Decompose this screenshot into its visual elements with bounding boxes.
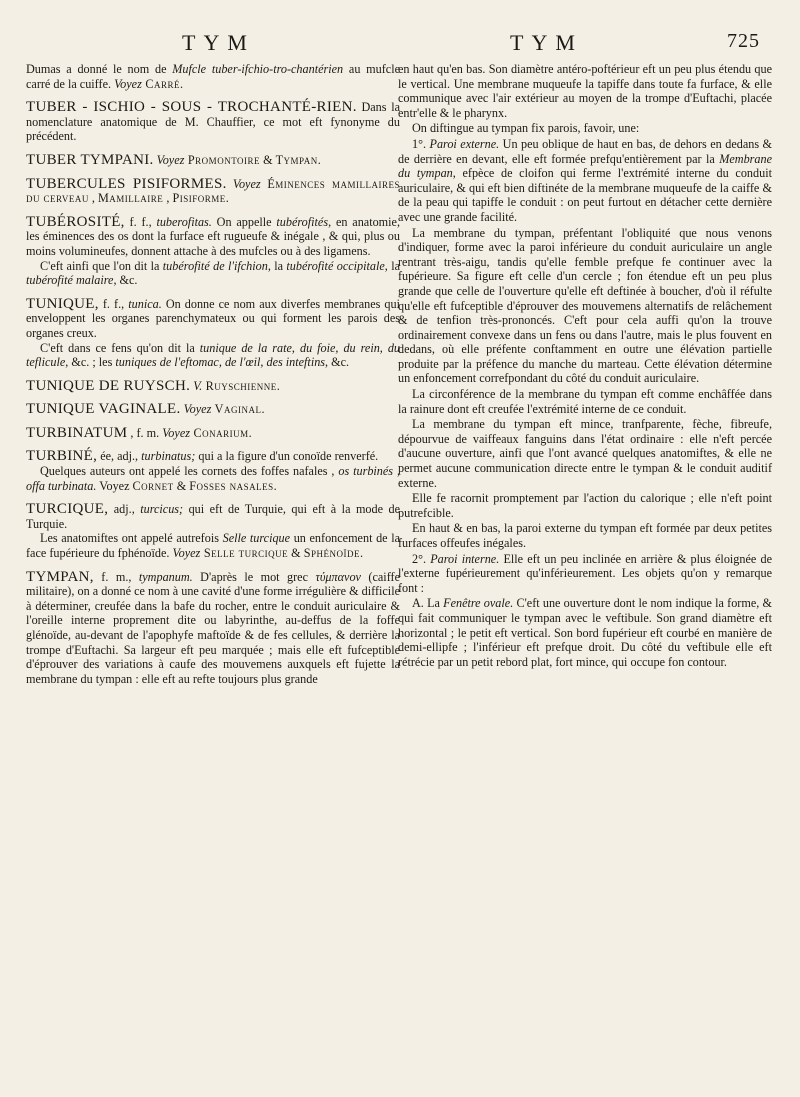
italic-term: tubérofité occipitale <box>286 258 385 273</box>
entry-headword: TUNIQUE VAGINALE. <box>26 401 181 418</box>
cross-reference: Carré. <box>141 76 184 91</box>
italic-term: Mufcle tuber-ifchio-tro-chantérien <box>172 62 344 76</box>
dictionary-entry <box>26 215 400 288</box>
italic-term: Voyez <box>156 152 185 167</box>
entry-text: Dumas a donné le nom de <box>26 62 173 76</box>
entry-text: , la <box>267 258 287 273</box>
entry-headword: TUNIQUE, <box>26 295 99 312</box>
entry-text: Dans la nomenclature anatomique de M. Chauffier, ce mot eft fynonyme du précédent. <box>26 100 400 144</box>
entry-text: 2°. <box>412 551 431 566</box>
entry-text: , <box>88 191 98 206</box>
body-paragraph <box>398 137 772 225</box>
entry-text: qui eft de Turquie, qui eft à la mode de Turquie. <box>26 502 401 531</box>
entry-headword: TUNIQUE DE RUYSCH. <box>26 377 191 394</box>
entry-text: , en anatomie, les éminences des os dont la furface eft rugueufe & inégale , & qui, plus ou moins volumineufes, donnent attache à des mufcles ou à des ligamens. <box>26 214 400 258</box>
italic-term: Voyez <box>172 546 201 561</box>
italic-term: tunique de la rate <box>199 340 292 355</box>
entry-paragraph <box>26 449 400 464</box>
italic-term: du foie, du rein, du teflicule <box>26 340 401 370</box>
entry-text: , &c. <box>113 273 138 288</box>
entry-paragraph <box>26 215 400 259</box>
italic-term: τύμπανον <box>315 569 361 584</box>
italic-term: Voyez <box>232 176 261 191</box>
body-paragraph <box>398 226 772 387</box>
dictionary-entry <box>26 62 400 91</box>
italic-term: tuniques de l'eftomac, de l'œil, des inteftins <box>115 355 326 370</box>
italic-term: tuberofitas. <box>156 214 212 229</box>
cross-reference: Vaginal. <box>211 402 265 417</box>
entry-headword: TUBÉROSITÉ, <box>26 213 125 230</box>
body-paragraph <box>398 62 772 120</box>
italic-term: tympanum. <box>138 569 193 584</box>
entry-paragraph <box>26 62 400 91</box>
dictionary-entry <box>26 402 400 417</box>
italic-term: Voyez <box>183 402 212 417</box>
italic-term: Voyez <box>162 425 190 440</box>
entry-text: Elle fe racornit promptement par l'action du calorique ; elle n'eft point putrefcible. <box>398 491 772 520</box>
italic-term: Paroi externe. <box>429 136 500 151</box>
body-paragraph <box>398 387 772 416</box>
dictionary-entry <box>26 502 400 560</box>
entry-text: On donne ce nom aux diverfes membranes qui enveloppent les organes parenchymateux ou qui forment les parois des organes creux. <box>26 296 400 340</box>
cross-reference: Mamillaire <box>97 191 164 206</box>
entry-text: On appelle <box>211 214 277 229</box>
entry-text: Elle eft un peu inclinée en arrière & plus éloignée de l'externe fupérieurement qu'inférieurement. Les objets qu'on y remarque font : <box>398 551 772 595</box>
entry-paragraph <box>26 379 400 394</box>
entry-text: C'eft ainfi que l'on dit la <box>40 258 163 273</box>
entry-text: , &c. <box>325 355 350 370</box>
cross-reference: Selle turcique <box>200 546 289 561</box>
entry-text: f. f., <box>98 296 129 311</box>
entry-text: , efpèce de cloifon qui ferme l'extrémité interne du conduit auriculaire, & qui eft bien diftinéte de la membrane muqueufe de la caiffe & de la peau qui tapiffe le conduit : on peut furtout en détacher cette dernière avec une grande facilité. <box>398 166 772 224</box>
entry-paragraph <box>26 100 400 144</box>
entry-text: f. m., <box>93 569 139 584</box>
italic-term: tubérofité de l'ifchion <box>162 258 268 273</box>
entry-text: qui a la figure d'un conoïde renverfé. <box>195 449 379 464</box>
body-paragraph <box>398 417 772 490</box>
cross-reference: Éminences mamillaires du cerveau <box>26 176 400 206</box>
entry-text: Un peu oblique de haut en bas, de dehors en dedans & de derrière en devant, elle eft formée prefqu'entièrement par la <box>398 136 773 166</box>
italic-term: V. <box>193 378 203 393</box>
entry-text: , <box>291 340 300 355</box>
entry-text: D'après le mot grec <box>192 569 316 584</box>
italic-term: tunica. <box>128 296 162 311</box>
body-paragraph <box>398 552 772 596</box>
entry-text: (caiffe militaire), on a donné ce nom à une cavité d'une forme irrégulière & difficile à déterminer, creufée dans la bafe du rocher, entre le conduit auriculaire & l'oreille interne proprement dite ou labyrinthe, au-deffus de la foffe glénoïde, au-devant de l'apophyfe maftoïde & de fes cellules, & derrière la trompe d'Euftachi. Sa largeur eft peu marquée ; mais elle eft fufceptible d'éprouver des variations à caufe des mouvemens auxquels eft fujette la membrane du tympan : elle eft au refte toujours plus grande <box>26 569 400 686</box>
entry-text: Quelques auteurs ont appelé les cornets des foffes nafales , <box>40 464 339 479</box>
entry-text: Voyez <box>96 478 133 493</box>
entry-paragraph <box>26 531 400 560</box>
cross-reference: Cornet <box>132 478 174 493</box>
entry-text: ée, adj., <box>97 449 142 464</box>
italic-term: turcicus; <box>140 502 184 517</box>
entry-headword: TURCIQUE, <box>26 501 109 518</box>
italic-term: turbinatus; <box>141 449 196 464</box>
dictionary-entry <box>26 297 400 370</box>
entry-paragraph <box>26 570 400 687</box>
entry-headword: TUBER - ISCHIO - SOUS - TROCHANTÉ-RIEN. <box>26 99 357 116</box>
entry-paragraph <box>26 426 400 441</box>
cross-reference: Pisiforme. <box>172 191 230 206</box>
right-column <box>398 62 772 670</box>
italic-term: Membrane du tympan <box>398 151 772 181</box>
entry-paragraph <box>26 153 400 168</box>
cross-reference: Conarium. <box>189 425 253 440</box>
entry-headword: TURBINATUM <box>26 424 128 441</box>
entry-text: f. f., <box>124 214 157 229</box>
entry-headword: TUBER TYMPANI. <box>26 151 154 168</box>
entry-text: & <box>288 546 304 561</box>
italic-term: Voyez <box>114 76 142 91</box>
entry-headword: TUBERCULES PISIFORMES. <box>26 175 227 192</box>
entry-text: , <box>163 191 173 206</box>
body-paragraph <box>398 491 772 520</box>
dictionary-entry <box>26 449 400 493</box>
italic-term: Paroi interne. <box>430 551 500 566</box>
entry-paragraph <box>26 341 400 370</box>
entry-paragraph <box>26 177 400 206</box>
entry-text: C'eft une ouverture dont le nom indique la forme, & qui fait communiquer le tympan avec le veftibule. Son grand diamètre eft horizontal ; le petit eft vertical. Son bord fupérieur eft courbé en manière de demi-ellipfe ; l'inférieur eft prefque droit. Du côté du veftibule elle eft rétrécie par un petit rebord plat, fort mince, qui occupe fon contour. <box>398 596 772 669</box>
italic-term: tubérofités <box>276 214 329 229</box>
dictionary-entry <box>26 379 400 394</box>
entry-text: C'eft dans ce fens qu'on dit la <box>40 340 200 355</box>
italic-term: Fenêtre ovale. <box>443 596 514 611</box>
italic-term: tubérofité malaire <box>26 273 114 288</box>
dictionary-entry <box>26 570 400 687</box>
entry-text: un enfoncement de la face fupérieure du fphénoïde. <box>26 531 400 561</box>
body-paragraph <box>398 596 772 669</box>
entry-paragraph <box>26 297 400 341</box>
entry-text: On diftingue au tympan fix parois, favoir, une: <box>412 121 640 136</box>
italic-term: os turbinés <box>338 464 394 479</box>
entry-text: au mufcle carré de la cuiffe. <box>26 62 401 91</box>
italic-term: Selle turcique <box>222 531 291 546</box>
entry-paragraph <box>26 464 400 493</box>
entry-text: A. La <box>412 596 444 611</box>
dictionary-entry <box>26 177 400 206</box>
entry-paragraph <box>26 402 400 417</box>
entry-text: adj., <box>108 502 141 517</box>
running-head-left: TYM <box>182 30 255 55</box>
entry-text: Les anatomiftes ont appelé autrefois <box>40 531 223 546</box>
entry-paragraph <box>26 259 400 288</box>
entry-text: en haut qu'en bas. Son diamètre antéro-poftérieur eft un peu plus étendu que le vertical. Une membrane muqueufe la tapiffe dans toute fa furface, & elle communique avec l'air extérieur au moyen de la trompe d'Euftachi, placée entr'elle & le pharynx. <box>398 62 772 120</box>
page-number: 725 <box>727 30 760 52</box>
body-paragraph <box>398 121 772 136</box>
italic-term: offa turbinata. <box>26 478 97 493</box>
entry-text: & <box>173 478 190 493</box>
body-paragraph <box>398 521 772 550</box>
entry-text: La circonférence de la membrane du tympan eft comme enchâffée dans la rainure dont eft creufée l'extrémité interne de ce conduit. <box>398 387 772 416</box>
entry-text: En haut & en bas, la paroi externe du tympan eft formée par deux petites furfaces offeufes inégales. <box>398 521 772 550</box>
entry-text: & <box>260 152 276 167</box>
running-head-right: TYM <box>510 30 583 55</box>
entry-text: , &c. ; les <box>65 355 116 370</box>
entry-text: La membrane du tympan, préfentant l'obliquité que nous venons d'indiquer, forme avec la paroi inférieure du conduit auriculaire un angle rentrant très-aigu, tandis qu'elle femble prefque fe continuer avec la fupérieure. Sa figure eft celle d'un cercle ; fon étendue eft un peu plus grande que celle de l'ouverture qu'elle eft deftinée à boucher, d'où il réfulte qu'elle eft fufceptible d'éprouver des mouvemens alternatifs de relâchement & de tenfion très-prononcés. C'eft pour cela auffi qu'on la trouve ordinairement convexe dans un fens ou dans l'autre, mais le plus fouvent en dedans, où elle préfente conftamment en outre une élévation partielle produite par la préfence du manche du marteau. Cette élévation détermine un enfoncement correfpondant du côté du conduit auriculaire. <box>398 225 772 386</box>
entry-headword: TYMPAN, <box>26 568 94 585</box>
entry-text: La membrane du tympan eft mince, tranfparente, fèche, fibreufe, dépourvue de vaiffeaux fanguins dans l'état ordinaire : elle n'eft percée d'aucune ouverture, ainfi que l'ont avancé quelques anatomiftes, & elle ne permet aucune communication directe entre le tympan & le conduit auditif externe. <box>398 417 772 490</box>
cross-reference: Fosses nasales. <box>189 478 278 493</box>
dictionary-entry <box>26 153 400 168</box>
entry-text: 1°. <box>412 136 430 151</box>
entry-text: , f. m. <box>127 425 163 440</box>
cross-reference: Sphénoïde. <box>303 546 364 561</box>
left-column <box>26 62 400 695</box>
entry-paragraph <box>26 502 400 531</box>
dictionary-entry <box>26 100 400 144</box>
cross-reference: Tympan. <box>275 152 322 167</box>
cross-reference: Promontoire <box>184 152 261 167</box>
entry-text: , <box>393 464 400 479</box>
cross-reference: Ruyschienne. <box>202 378 281 393</box>
entry-headword: TURBINÉ, <box>26 448 98 465</box>
dictionary-entry <box>26 426 400 441</box>
entry-text: , la <box>384 258 401 273</box>
